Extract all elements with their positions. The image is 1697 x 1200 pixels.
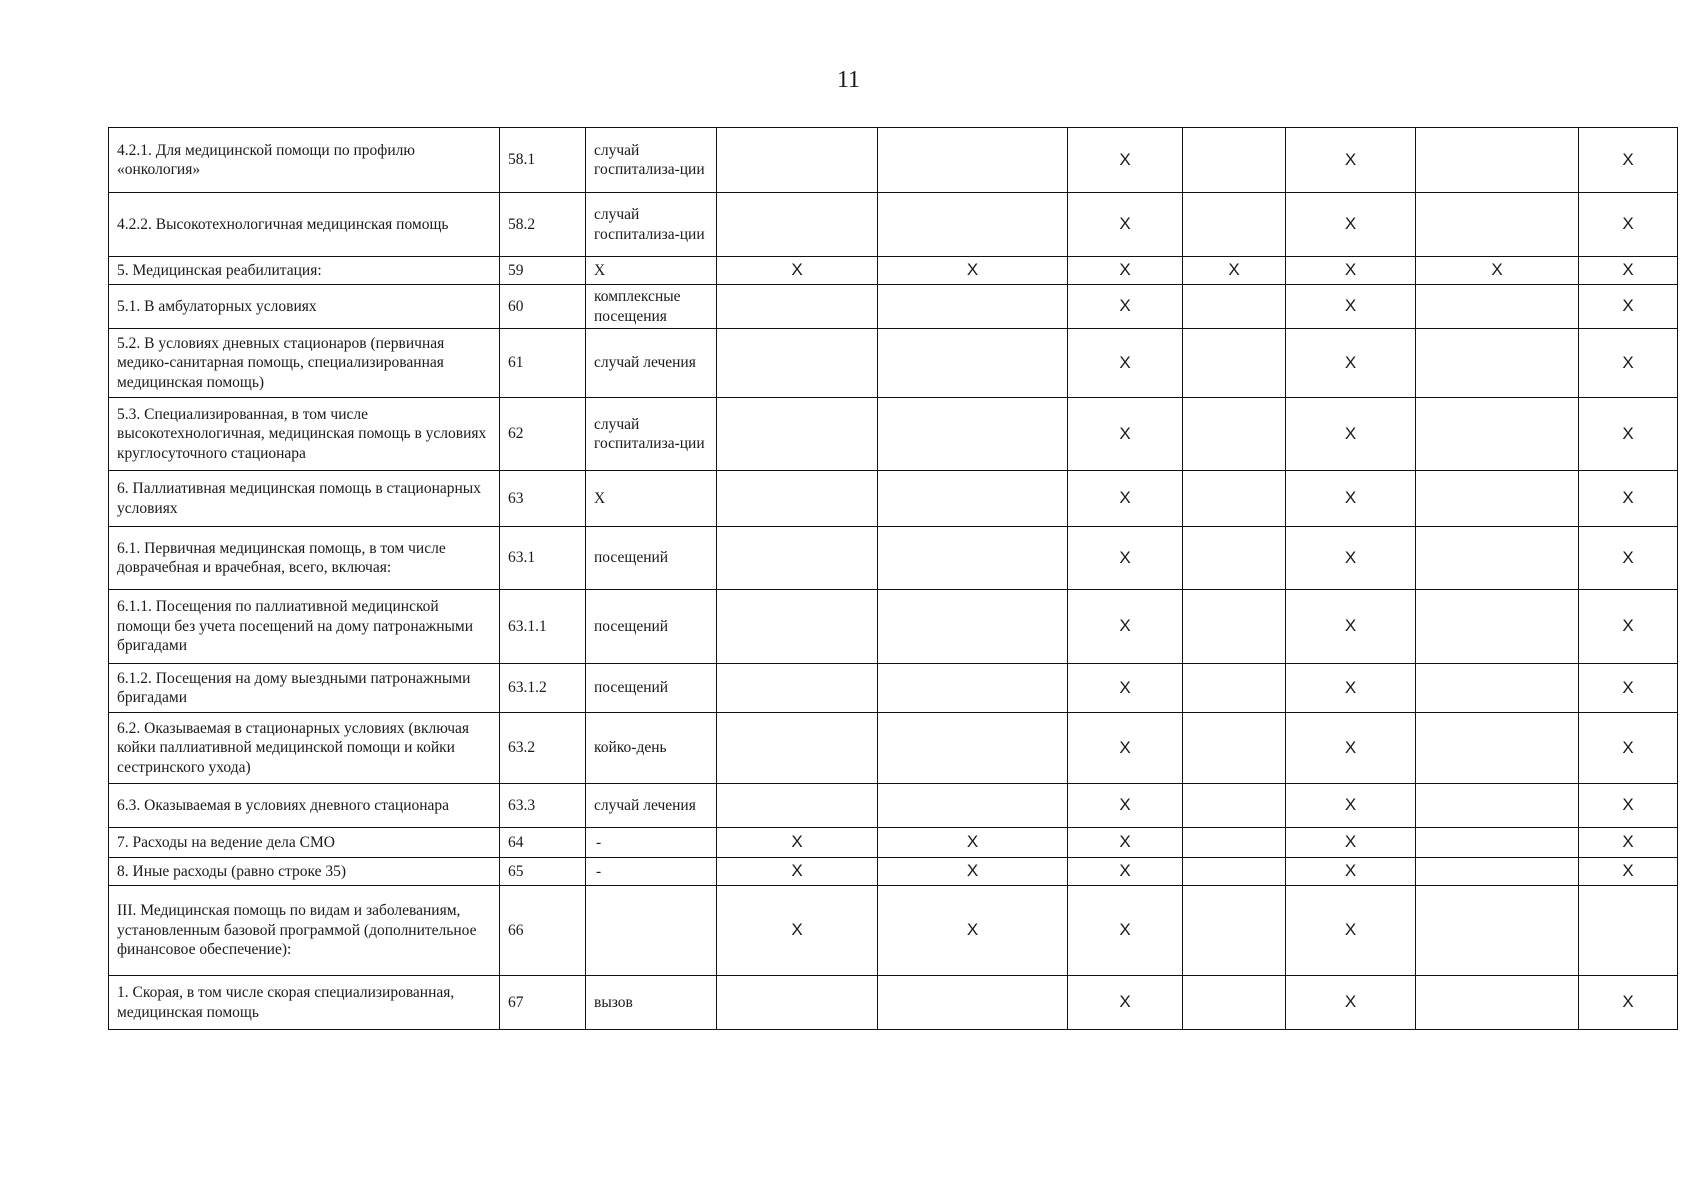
cell-mark: X: [1344, 616, 1357, 636]
row-number: 61: [500, 329, 586, 398]
cell-mark: X: [1119, 260, 1131, 280]
row-unit: комплексные посещения: [586, 285, 717, 329]
row-cell: [1416, 128, 1579, 193]
cell-mark: X: [1622, 677, 1634, 697]
row-number: 63.2: [500, 713, 586, 784]
row-unit: случай госпитализа-ции: [586, 193, 717, 257]
cell-mark: X: [1228, 260, 1240, 280]
cell-mark: X: [1622, 737, 1634, 757]
cell-mark: X: [1622, 616, 1634, 636]
table-row: [109, 828, 1678, 858]
table-row: [109, 471, 1678, 527]
row-cell: [1286, 285, 1416, 329]
row-cell: [1183, 590, 1286, 664]
financing-table: [108, 127, 1678, 1030]
row-cell: [1286, 664, 1416, 713]
cell-mark: X: [1119, 547, 1131, 567]
cell-mark: X: [1119, 737, 1131, 757]
table-row: [109, 886, 1678, 976]
row-cell: [1183, 329, 1286, 398]
row-cell: [1183, 398, 1286, 471]
row-number: 63.1: [500, 527, 586, 590]
row-cell: [878, 858, 1068, 886]
row-unit: X: [586, 257, 717, 285]
row-cell: [1183, 858, 1286, 886]
cell-mark: X: [1344, 296, 1357, 316]
cell-mark: X: [966, 832, 979, 852]
cell-mark: X: [1119, 795, 1131, 815]
row-unit: вызов: [586, 976, 717, 1030]
row-cell: [1286, 590, 1416, 664]
row-cell: [1416, 590, 1579, 664]
row-cell: [1286, 976, 1416, 1030]
row-unit: случай лечения: [586, 784, 717, 828]
row-cell: [1579, 285, 1678, 329]
row-cell: [717, 713, 878, 784]
cell-mark: X: [1344, 423, 1357, 443]
row-cell: [1579, 664, 1678, 713]
row-cell: [1068, 285, 1183, 329]
cell-mark: X: [1344, 992, 1357, 1012]
row-cell: [717, 828, 878, 858]
cell-mark: X: [1622, 795, 1634, 815]
row-cell: [1579, 329, 1678, 398]
row-cell: [1183, 713, 1286, 784]
table-row: [109, 858, 1678, 886]
table-row: [109, 285, 1678, 329]
row-number: 62: [500, 398, 586, 471]
row-name: 6.3. Оказываемая в условиях дневного стационара: [109, 784, 500, 828]
row-cell: [717, 886, 878, 976]
cell-mark: X: [1344, 677, 1357, 697]
row-cell: [1579, 886, 1678, 976]
row-cell: [1416, 193, 1579, 257]
table-row: [109, 664, 1678, 713]
cell-mark: X: [966, 920, 979, 940]
row-cell: [1579, 590, 1678, 664]
row-cell: [878, 828, 1068, 858]
row-cell: [1579, 527, 1678, 590]
row-cell: [1579, 784, 1678, 828]
cell-mark: X: [1119, 149, 1131, 169]
row-cell: [1183, 527, 1286, 590]
row-cell: [1286, 858, 1416, 886]
row-number: 66: [500, 886, 586, 976]
cell-mark: X: [1344, 861, 1357, 881]
cell-mark: X: [1344, 737, 1357, 757]
row-unit: посещений: [586, 527, 717, 590]
row-cell: [1579, 193, 1678, 257]
cell-mark: X: [1119, 352, 1131, 372]
cell-mark: X: [791, 861, 803, 881]
row-cell: [717, 784, 878, 828]
row-cell: [1416, 398, 1579, 471]
row-cell: [878, 471, 1068, 527]
row-number: 63.3: [500, 784, 586, 828]
row-cell: [1068, 784, 1183, 828]
row-cell: [1286, 527, 1416, 590]
table-row: [109, 128, 1678, 193]
row-cell: [1416, 828, 1579, 858]
row-cell: [878, 713, 1068, 784]
cell-mark: X: [966, 260, 979, 280]
row-cell: [1286, 471, 1416, 527]
row-cell: [878, 398, 1068, 471]
cell-mark: X: [1344, 920, 1357, 940]
row-cell: [1068, 193, 1183, 257]
row-cell: [1286, 828, 1416, 858]
row-cell: [1183, 257, 1286, 285]
table-row: [109, 976, 1678, 1030]
cell-mark: X: [1622, 861, 1634, 881]
row-cell: [1068, 886, 1183, 976]
cell-mark: X: [1119, 677, 1131, 697]
table-row: [109, 398, 1678, 471]
cell-mark: X: [1622, 547, 1634, 567]
row-cell: [1416, 886, 1579, 976]
table-row: [109, 590, 1678, 664]
row-cell: [1068, 664, 1183, 713]
row-cell: [1286, 128, 1416, 193]
cell-mark: X: [1344, 260, 1357, 280]
row-cell: [1579, 471, 1678, 527]
row-cell: [1416, 784, 1579, 828]
row-cell: [1183, 886, 1286, 976]
row-cell: [1416, 527, 1579, 590]
row-name: 8. Иные расходы (равно строке 35): [109, 858, 500, 886]
row-number: 59: [500, 257, 586, 285]
cell-mark: X: [1344, 547, 1357, 567]
cell-mark: X: [1344, 795, 1357, 815]
cell-mark: X: [1622, 832, 1634, 852]
row-cell: [717, 193, 878, 257]
row-cell: [717, 471, 878, 527]
row-name: 6. Паллиативная медицинская помощь в стационарных условиях: [109, 471, 500, 527]
row-cell: [717, 329, 878, 398]
cell-mark: X: [791, 260, 803, 280]
row-number: 63.1.1: [500, 590, 586, 664]
cell-mark: X: [1119, 214, 1131, 234]
row-cell: [717, 128, 878, 193]
row-number: 65: [500, 858, 586, 886]
cell-mark: X: [1344, 352, 1357, 372]
row-cell: [1068, 976, 1183, 1030]
table-row: [109, 257, 1678, 285]
cell-mark: X: [1119, 920, 1131, 940]
row-name: 5.2. В условиях дневных стационаров (первичная медико-санитарная помощь, специализированная медицинская помощь): [109, 329, 500, 398]
row-cell: [717, 664, 878, 713]
row-cell: [1416, 713, 1579, 784]
row-cell: [1579, 713, 1678, 784]
cell-mark: X: [1622, 352, 1634, 372]
row-unit: случай госпитализа-ции: [586, 398, 717, 471]
row-unit: -: [586, 828, 717, 858]
row-unit: X: [586, 471, 717, 527]
table-row: [109, 713, 1678, 784]
cell-mark: X: [1119, 992, 1131, 1012]
row-cell: [1183, 664, 1286, 713]
row-cell: [878, 784, 1068, 828]
row-name: 5.1. В амбулаторных условиях: [109, 285, 500, 329]
cell-mark: X: [1491, 260, 1503, 280]
row-cell: [878, 664, 1068, 713]
row-cell: [1416, 664, 1579, 713]
row-cell: [1068, 590, 1183, 664]
row-name: 6.1.2. Посещения на дому выездными патронажными бригадами: [109, 664, 500, 713]
row-cell: [1416, 329, 1579, 398]
row-cell: [1579, 257, 1678, 285]
row-cell: [878, 886, 1068, 976]
cell-mark: X: [1119, 616, 1131, 636]
table-row: [109, 329, 1678, 398]
row-unit: посещений: [586, 664, 717, 713]
row-number: 58.1: [500, 128, 586, 193]
row-unit: койко-день: [586, 713, 717, 784]
row-cell: [1068, 128, 1183, 193]
row-cell: [1068, 398, 1183, 471]
row-cell: [1416, 257, 1579, 285]
row-number: 67: [500, 976, 586, 1030]
row-cell: [1068, 257, 1183, 285]
row-cell: [1579, 858, 1678, 886]
row-cell: [1416, 976, 1579, 1030]
cell-mark: X: [966, 861, 979, 881]
row-cell: [1286, 257, 1416, 285]
row-cell: [878, 128, 1068, 193]
table-row: [109, 527, 1678, 590]
row-cell: [878, 329, 1068, 398]
row-cell: [1068, 527, 1183, 590]
row-cell: [1183, 828, 1286, 858]
row-cell: [1183, 976, 1286, 1030]
row-cell: [717, 858, 878, 886]
row-name: 4.2.2. Высокотехнологичная медицинская помощь: [109, 193, 500, 257]
row-number: 60: [500, 285, 586, 329]
cell-mark: X: [1622, 260, 1634, 280]
cell-mark: X: [791, 832, 803, 852]
row-cell: [717, 590, 878, 664]
row-name: 4.2.1. Для медицинской помощи по профилю «онкология»: [109, 128, 500, 193]
row-cell: [1183, 285, 1286, 329]
row-cell: [1416, 858, 1579, 886]
cell-mark: X: [1622, 149, 1634, 169]
cell-mark: X: [1622, 423, 1634, 443]
cell-mark: X: [1344, 214, 1357, 234]
table-row: [109, 784, 1678, 828]
row-cell: [878, 257, 1068, 285]
row-cell: [1286, 329, 1416, 398]
row-cell: [1579, 828, 1678, 858]
row-cell: [1579, 128, 1678, 193]
row-unit: -: [586, 858, 717, 886]
row-cell: [1286, 784, 1416, 828]
row-number: 63.1.2: [500, 664, 586, 713]
cell-mark: X: [1344, 832, 1357, 852]
row-cell: [717, 527, 878, 590]
cell-mark: X: [1622, 992, 1634, 1012]
cell-mark: X: [1119, 832, 1131, 852]
row-cell: [1286, 713, 1416, 784]
row-number: 64: [500, 828, 586, 858]
cell-mark: X: [1119, 423, 1131, 443]
row-cell: [1068, 858, 1183, 886]
row-cell: [1286, 398, 1416, 471]
row-name: 6.2. Оказываемая в стационарных условиях (включая койки паллиативной медицинской помощи и койки сестринского ухода): [109, 713, 500, 784]
row-cell: [878, 527, 1068, 590]
row-cell: [1286, 193, 1416, 257]
cell-mark: X: [791, 920, 803, 940]
row-number: 58.2: [500, 193, 586, 257]
row-name: 5.3. Специализированная, в том числе высокотехнологичная, медицинская помощь в условиях круглосуточного стационара: [109, 398, 500, 471]
row-unit: случай госпитализа-ции: [586, 128, 717, 193]
cell-mark: X: [1622, 488, 1634, 508]
row-cell: [1416, 285, 1579, 329]
row-cell: [878, 193, 1068, 257]
row-cell: [878, 590, 1068, 664]
row-cell: [1579, 976, 1678, 1030]
row-name: 6.1. Первичная медицинская помощь, в том числе доврачебная и врачебная, всего, включая:: [109, 527, 500, 590]
row-unit: посещений: [586, 590, 717, 664]
row-cell: [1068, 828, 1183, 858]
row-cell: [717, 285, 878, 329]
row-number: 63: [500, 471, 586, 527]
row-cell: [1579, 398, 1678, 471]
row-cell: [1286, 886, 1416, 976]
cell-mark: X: [1622, 214, 1634, 234]
cell-mark: X: [1119, 861, 1131, 881]
cell-mark: X: [1119, 488, 1131, 508]
row-cell: [878, 285, 1068, 329]
row-name: 7. Расходы на ведение дела СМО: [109, 828, 500, 858]
cell-mark: X: [1119, 296, 1131, 316]
row-cell: [1068, 329, 1183, 398]
row-cell: [717, 976, 878, 1030]
row-name: III. Медицинская помощь по видам и заболеваниям, установленным базовой программой (дополнительное финансовое обеспечение):: [109, 886, 500, 976]
row-cell: [878, 976, 1068, 1030]
row-cell: [1183, 784, 1286, 828]
row-unit: случай лечения: [586, 329, 717, 398]
row-cell: [1183, 128, 1286, 193]
cell-mark: X: [1344, 149, 1357, 169]
row-name: 6.1.1. Посещения по паллиативной медицинской помощи без учета посещений на дому патронажными бригадами: [109, 590, 500, 664]
table-row: [109, 193, 1678, 257]
cell-mark: X: [1344, 488, 1357, 508]
cell-mark: X: [1622, 296, 1634, 316]
row-cell: [1183, 471, 1286, 527]
row-cell: [717, 398, 878, 471]
row-cell: [1068, 471, 1183, 527]
row-cell: [1068, 713, 1183, 784]
row-cell: [717, 257, 878, 285]
row-unit: [586, 886, 717, 976]
page-number: 11: [836, 67, 861, 93]
row-name: 1. Скорая, в том числе скорая специализированная, медицинская помощь: [109, 976, 500, 1030]
row-cell: [1416, 471, 1579, 527]
row-cell: [1183, 193, 1286, 257]
row-name: 5. Медицинская реабилитация:: [109, 257, 500, 285]
table-body: [109, 128, 1678, 1030]
